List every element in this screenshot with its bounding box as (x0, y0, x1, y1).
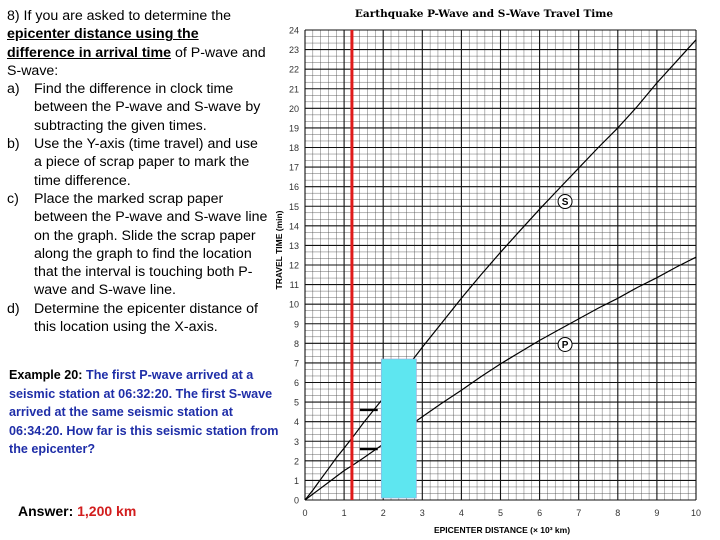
y-tick-label: 9 (293, 319, 299, 330)
x-tick-label: 9 (654, 508, 660, 518)
step-text: Find the difference in clock time between the P-wave and S-wave by subtracting the given times. (34, 81, 261, 134)
y-tick-label: 8 (293, 338, 299, 349)
x-tick-label: 2 (380, 508, 386, 518)
y-tick-label: 0 (293, 495, 299, 506)
y-tick-label: 1 (293, 475, 299, 486)
grid (305, 30, 696, 500)
y-tick-label: 15 (288, 201, 299, 212)
x-tick-label: 8 (615, 508, 621, 518)
question-intro: 8) If you are asked to determine the (7, 8, 231, 24)
step-marker: b) (7, 136, 20, 153)
y-tick-label: 5 (293, 397, 299, 408)
x-tick-label: 7 (576, 508, 582, 518)
y-tick-label: 7 (293, 358, 299, 369)
y-tick-label: 21 (288, 84, 299, 95)
y-tick-label: 13 (288, 240, 299, 251)
x-tick-label: 5 (497, 508, 504, 518)
example-text: The first P-wave arrived at a seismic station at 06:32:20. The first S-wave arrived at the same seismic station at 06:34:20. How far is this seismic station from the epicenter? (9, 368, 279, 457)
chart-title: Earthquake P-Wave and S-Wave Travel Time (354, 8, 614, 20)
y-tick-label: 17 (288, 162, 299, 173)
y-tick-label: 22 (288, 64, 299, 75)
step-marker: a) (7, 81, 20, 98)
y-tick-label: 12 (288, 260, 299, 271)
question-emphasis: epicenter distance using the difference in arrival time (7, 26, 199, 61)
y-axis-label: TRAVEL TIME (min) (274, 210, 284, 290)
y-tick-label: 2 (293, 456, 299, 467)
scrap-paper (381, 359, 416, 498)
step-text: Place the marked scrap paper between the P-wave and S-wave line on the graph. Slide the scrap paper along the graph to find the location that the interval is touching both P-wave and S-wave line. (34, 190, 268, 299)
question-rest: of P-wave and S-wave: (7, 44, 266, 79)
y-tick-label: 6 (293, 378, 299, 388)
y-tick-label: 19 (288, 123, 299, 134)
x-tick-label: 4 (458, 508, 464, 518)
y-tick-label: 20 (288, 103, 299, 114)
x-tick-label: 6 (537, 508, 543, 518)
answer-value: 1,200 km (77, 503, 137, 519)
x-tick-label: 0 (302, 508, 308, 518)
step-text: Use the Y-axis (time travel) and use a piece of scrap paper to mark the time difference. (34, 136, 258, 189)
y-tick-label: 3 (293, 436, 299, 447)
y-tick-label: 24 (288, 25, 299, 36)
y-tick-label: 23 (288, 45, 299, 56)
x-tick-label: 10 (690, 508, 702, 518)
y-tick-label: 18 (288, 143, 299, 153)
answer-label: Answer: (18, 503, 74, 519)
step-marker: d) (7, 300, 20, 317)
x-tick-label: 1 (341, 508, 347, 518)
y-tick-label: 14 (288, 221, 299, 232)
y-tick-label: 11 (289, 280, 299, 291)
step-marker: c) (7, 190, 19, 207)
step-text: Determine the epicenter distance of this location using the X-axis. (34, 300, 258, 336)
y-tick-label: 16 (288, 182, 299, 193)
x-axis-label: EPICENTER DISTANCE (× 10³ km) (433, 525, 571, 535)
curve-label-p: P (561, 339, 569, 351)
y-tick-label: 10 (288, 299, 299, 310)
example-label: Example 20: (9, 368, 83, 382)
y-tick-label: 4 (293, 417, 299, 428)
x-tick-label: 3 (419, 508, 425, 518)
curve-label-s: S (561, 197, 569, 209)
